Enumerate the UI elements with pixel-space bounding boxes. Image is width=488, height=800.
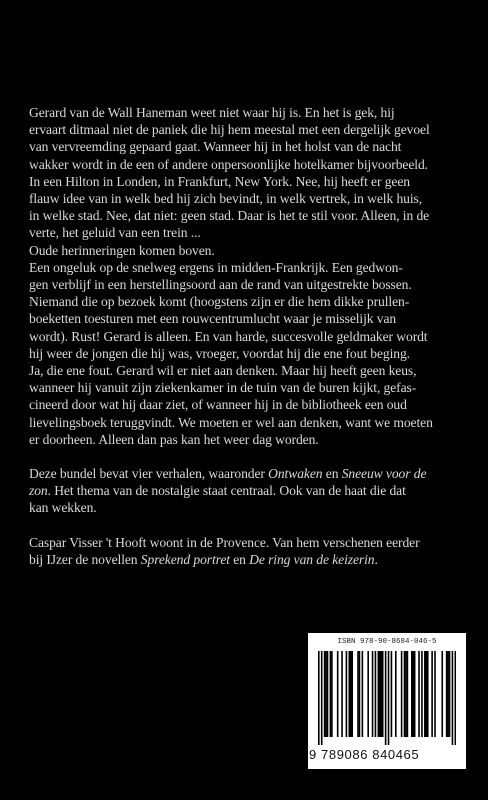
barcode-bar [321,651,323,745]
text-line [29,156,461,173]
barcode-bar [414,651,416,737]
text-run: Caspar Visser 't Hooft woont in de Provence. Van hem verschenen eerder [29,534,420,550]
barcode-bar [449,651,451,737]
text-run: Niemand die op bezoek komt (hoogstens zijn er die hem dikke prullen- [29,294,410,310]
barcode-bar [349,651,351,737]
bundle-paragraph [29,465,461,517]
barcode-bar [452,651,454,745]
barcode-bar [362,651,364,737]
text-line [29,104,461,121]
barcode-bar [372,651,374,737]
text-run: flauw idee van in welk bed hij zich bevindt, in welk vertrek, in welk huis, [29,191,423,207]
barcode-bar [385,651,387,745]
barcode-bar [405,651,407,737]
barcode-bar [427,651,429,737]
text-line [29,259,461,276]
text-run: en [322,466,342,482]
text-line [29,482,461,499]
text-run: hij weer de jongen die hij was, vroeger, voordat hij die ene fout beging. [29,345,410,361]
isbn-digits: 9 789086 840465 [309,747,420,762]
text-run: In een Hilton in Londen, in Frankfurt, New York. Nee, hij heeft er geen [29,173,410,189]
barcode-bar [367,651,369,737]
text-line [29,328,461,345]
barcode-bar [388,651,390,745]
barcode-bar [357,651,359,737]
barcode-bar [378,651,380,737]
barcode-bar [331,651,333,737]
barcode-bar [325,651,327,737]
blurb-paragraph [29,104,461,448]
title-italic: De ring van de keizerin [249,551,375,567]
title-italic: Ontwaken [268,466,323,482]
barcode-bar [411,651,413,737]
barcode-bars [318,651,456,745]
barcode-label [308,633,466,769]
text-run: en [229,551,250,567]
barcode-bar [421,651,423,737]
text-line [29,310,461,327]
text-run: van vervreemding gepaard gaat. Wanneer hij in het holst van de nacht [29,139,402,155]
barcode-bar [346,651,348,737]
title-italic: Sneeuw voor de [341,466,427,482]
barcode-bar [407,651,409,737]
text-line [29,293,461,310]
text-run: lievelingsboek teruggvindt. We moeten er wel aan denken, want we moeten [29,414,433,430]
paragraph-gap [29,448,461,465]
title-italic: Sprekend portret [140,551,230,567]
text-run: wanneer hij vanuit zijn ziekenkamer in de tuin van de buren kijkt, gefas- [29,380,417,396]
barcode-bar [412,651,414,737]
text-line [29,379,461,396]
barcode-bar [359,651,361,737]
title-italic: zon [29,483,48,499]
barcode-bar [330,651,332,737]
text-line [29,173,461,190]
isbn-label: ISBN 978-90-8684-046-5 [337,638,437,646]
text-line [29,242,461,259]
barcode-bar [395,651,397,737]
barcode-bar [382,651,384,737]
text-run: Ja, die ene fout. Gerard wil er niet aan denken. Maar hij heeft geen keus, [29,363,417,379]
barcode-bar [327,651,329,737]
barcode-bar [337,651,339,737]
barcode-bar [447,651,449,737]
barcode-bar [401,651,403,737]
text-line [29,551,461,568]
text-line [29,465,461,482]
text-run: Gerard van de Wall Haneman weet niet waar hij is. En het is gek, hij [29,105,395,120]
text-line [29,276,461,293]
text-run: bij IJzer de novellen [29,551,141,567]
text-run: boeketten toesturen met een rouwcentrumlucht waar je misselijk van [29,311,397,327]
text-run: . Het thema van de nostalgie staat centraal. Ook van de haat die dat [47,483,406,499]
text-line [29,224,461,241]
text-line [29,362,461,379]
text-line [29,121,461,138]
barcode-bar [375,651,377,737]
text-run: gen verblijf in een herstellingsoord aan de rand van uitgestrekte bossen. [29,277,412,293]
barcode-bar [455,651,456,745]
text-line [29,414,461,431]
text-run: kan wekken. [29,500,97,516]
text-line [29,138,461,155]
barcode-bar [341,651,343,737]
barcode-bar [350,651,352,737]
text-run: Oude herinneringen komen boven. [29,242,215,258]
text-line [29,190,461,207]
text-run: ervaart ditmaal niet de paniek die hij hem meestal met een dergelijk gevoel [29,122,430,138]
paragraph-gap [29,517,461,534]
barcode-bar [446,651,448,737]
cover-text [29,104,461,568]
barcode-bar [424,651,426,737]
barcode-bar [441,651,443,737]
barcode-bar [434,651,436,737]
text-line [29,396,461,413]
text-run: wordt). Rust! Gerard is alleen. En van harde, succesvolle geldmaker wordt [29,328,428,344]
text-line [29,499,461,516]
barcode-bar [425,651,427,737]
barcode-bar [391,651,393,737]
text-line [29,207,461,224]
barcode-bar [380,651,382,737]
text-run: verte, het geluid van een trein ... [29,225,201,241]
barcode-bar [324,651,326,737]
text-line [29,534,461,551]
barcode-bar [404,651,406,737]
author-paragraph [29,534,461,568]
barcode-bar [318,651,320,745]
text-run: er doorheen. Alleen dan pas kan het weer dag worden. [29,431,319,447]
text-run: in welke stad. Nee, dat niet: geen stad. Daar is het te stil voor. Alleen, in de [29,208,430,224]
text-line [29,345,461,362]
barcode-bar [351,651,353,737]
text-run: wakker wordt in de een of andere onpersoonlijke hotelkamer bijvoorbeeld. [29,156,428,172]
barcode-bar [379,651,381,737]
barcode-bar [431,651,433,737]
text-line [29,431,461,448]
text-run: . [374,551,378,567]
text-run: cineerd door wat hij daar ziet, of wanneer hij in de bibliotheek een oud [29,397,407,413]
text-run: Een ongeluk op de snelweg ergens in midden-Frankrijk. Een gedwon- [29,259,403,275]
text-run: Deze bundel bevat vier verhalen, waaronder [29,466,269,482]
barcode-bar [418,651,420,737]
